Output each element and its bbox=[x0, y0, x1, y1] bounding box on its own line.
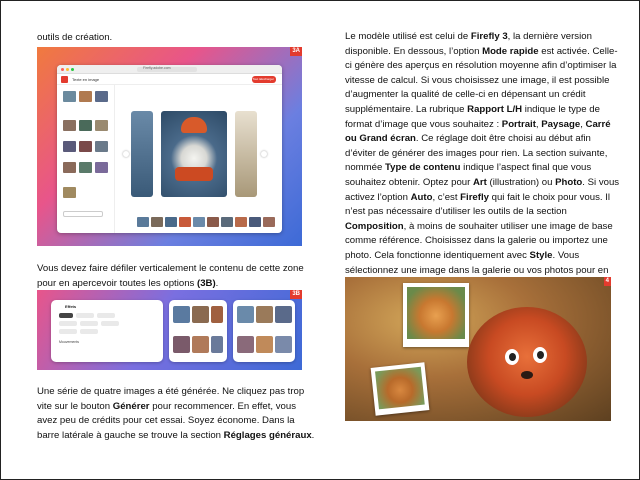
section-label: Mouvements bbox=[59, 340, 80, 344]
effects-title: Effets bbox=[65, 304, 77, 309]
style-thumb[interactable] bbox=[95, 91, 108, 102]
paragraph-generated bbox=[37, 385, 314, 443]
effects-panel bbox=[51, 300, 163, 362]
adobe-logo-icon bbox=[61, 76, 68, 83]
cartoon-dog bbox=[467, 307, 587, 417]
text-line: Vous devez faire défiler verticalement le contenu de cette zone bbox=[37, 263, 304, 274]
thumbnail-strip bbox=[137, 217, 277, 227]
figure-badge: 3A bbox=[292, 48, 300, 54]
text-line: disponible. En dessous, l’option Mode rapide est activée. Celle- bbox=[345, 45, 618, 57]
strip-thumb[interactable] bbox=[179, 217, 191, 227]
paragraph-firefly bbox=[345, 30, 619, 293]
style-panel bbox=[233, 300, 295, 362]
style-thumb[interactable] bbox=[173, 336, 190, 353]
style-thumb[interactable] bbox=[63, 141, 76, 152]
strip-thumb[interactable] bbox=[151, 217, 163, 227]
app-header bbox=[57, 74, 282, 85]
text-line: avez peu de crédits pour cet essai. Soyez économe. Dans la bbox=[37, 415, 295, 427]
download-all-label: Tout télécharger bbox=[252, 77, 274, 81]
style-thumb[interactable] bbox=[79, 91, 92, 102]
text-line: format d’image que vous souhaitez : Portrait, Paysage, Carré bbox=[345, 118, 611, 130]
style-thumb[interactable] bbox=[63, 187, 76, 198]
style-thumb[interactable] bbox=[95, 120, 108, 131]
style-panel bbox=[169, 300, 227, 362]
text-line: nommée Type de contenu indique l’aspect final que vous bbox=[345, 162, 592, 174]
style-thumb[interactable] bbox=[79, 120, 92, 131]
screenshot-3b bbox=[37, 290, 302, 370]
style-thumb[interactable] bbox=[256, 306, 273, 323]
browser-titlebar bbox=[57, 65, 282, 74]
paragraph-intro bbox=[37, 31, 112, 46]
style-thumb[interactable] bbox=[95, 162, 108, 173]
text-line: n’est pas nécessaire d’utiliser les outils de la section bbox=[345, 206, 567, 218]
strip-thumb[interactable] bbox=[235, 217, 247, 227]
strip-thumb[interactable] bbox=[207, 217, 219, 227]
style-thumb[interactable] bbox=[79, 162, 92, 173]
filter-chip[interactable] bbox=[80, 329, 98, 334]
scarf-shape bbox=[175, 167, 213, 181]
strip-thumb[interactable] bbox=[263, 217, 275, 227]
style-thumb[interactable] bbox=[192, 336, 209, 353]
chevron-right-icon[interactable] bbox=[261, 151, 267, 157]
style-thumb[interactable] bbox=[237, 306, 254, 323]
filter-chip[interactable] bbox=[80, 321, 98, 326]
browser-window bbox=[57, 65, 282, 233]
filter-chip[interactable] bbox=[76, 313, 94, 318]
strip-thumb[interactable] bbox=[221, 217, 233, 227]
style-thumb[interactable] bbox=[173, 306, 190, 323]
screenshot-3a bbox=[37, 47, 302, 246]
photo-puppy-bottom bbox=[371, 362, 430, 415]
figure-badge: 3B bbox=[292, 291, 300, 297]
style-thumb[interactable] bbox=[275, 336, 292, 353]
text-line: comme référence. Choisissez dans la galerie ou importez une bbox=[345, 235, 608, 247]
text-line: d’augmenter la qualité de celle-ci en dépensant un crédit bbox=[345, 89, 586, 101]
text-line: Le modèle utilisé est celui de Firefly 3, la dernière version bbox=[345, 31, 592, 42]
hat-shape bbox=[181, 117, 207, 133]
filter-chip[interactable] bbox=[97, 313, 115, 318]
text-line: barre latérale à gauche se trouve la section Réglages généraux. bbox=[37, 429, 315, 441]
style-thumb[interactable] bbox=[79, 141, 92, 152]
style-thumb[interactable] bbox=[192, 306, 209, 323]
style-thumb[interactable] bbox=[275, 306, 292, 323]
result-image-main[interactable] bbox=[161, 111, 227, 197]
strip-thumb[interactable] bbox=[165, 217, 177, 227]
app-title: Texte en image bbox=[72, 77, 100, 82]
style-thumb[interactable] bbox=[237, 336, 254, 353]
settings-sidebar bbox=[57, 85, 115, 233]
strip-thumb[interactable] bbox=[137, 217, 149, 227]
text-line: souhaitez obtenir. Optez pour Art (illustration) ou Photo. Si vous bbox=[345, 176, 620, 188]
filter-chip[interactable] bbox=[101, 321, 119, 326]
style-thumb[interactable] bbox=[63, 91, 76, 102]
text-line: ou Grand écran. Ce réglage doit être choisi au début afin bbox=[345, 133, 591, 145]
tab-label: Firefly.adobe.com bbox=[143, 66, 171, 70]
text-line: ci génère des aperçus en résolution moyenne afin d’optimiser la bbox=[345, 60, 617, 72]
text-line: Composition, à moins de souhaiter utiliser une image de base bbox=[345, 220, 613, 232]
text-line: sélectionnez une image dans la galerie ou vos photos pour en bbox=[345, 264, 609, 276]
dropdown[interactable] bbox=[63, 211, 103, 217]
result-image-prev[interactable] bbox=[131, 111, 153, 197]
strip-thumb[interactable] bbox=[249, 217, 261, 227]
filter-chip[interactable] bbox=[59, 329, 77, 334]
text-line: photo. Cela fonctionne identiquement avec Style. Vous bbox=[345, 249, 580, 261]
filter-chip[interactable] bbox=[59, 321, 77, 326]
text-line: vite sur le bouton Générer pour recommencer. En effet, vous bbox=[37, 400, 296, 412]
style-thumb[interactable] bbox=[211, 306, 223, 323]
text-line: pour en apercevoir toutes les options (3B). bbox=[37, 277, 219, 289]
figure-badge: 4 bbox=[605, 278, 609, 284]
result-image-next[interactable] bbox=[235, 111, 257, 197]
strip-thumb[interactable] bbox=[193, 217, 205, 227]
text-line: Une série de quatre images a été générée. Ne cliquez pas trop bbox=[37, 386, 305, 397]
text-line: supplémentaire. La rubrique Rapport L/H indique le type de bbox=[345, 103, 600, 115]
text-line: outils de création. bbox=[37, 32, 113, 43]
paragraph-scroll bbox=[37, 262, 304, 291]
filter-chip[interactable] bbox=[59, 313, 73, 318]
photo-puppy-top bbox=[403, 283, 469, 347]
dog-collage-image bbox=[345, 277, 611, 421]
style-thumb[interactable] bbox=[211, 336, 223, 353]
style-thumb[interactable] bbox=[256, 336, 273, 353]
text-line: vitesse de calcul. Si vous choisissez une image, il est possible bbox=[345, 74, 610, 86]
chevron-left-icon[interactable] bbox=[123, 151, 129, 157]
style-thumb[interactable] bbox=[63, 162, 76, 173]
style-thumb[interactable] bbox=[63, 120, 76, 131]
text-line: activez l’option Auto, c’est Firefly qui fait le choix pour vous. Il bbox=[345, 191, 611, 203]
text-line: d’éviter de générer des images pour rien. La section suivante, bbox=[345, 147, 608, 159]
style-thumb[interactable] bbox=[95, 141, 108, 152]
